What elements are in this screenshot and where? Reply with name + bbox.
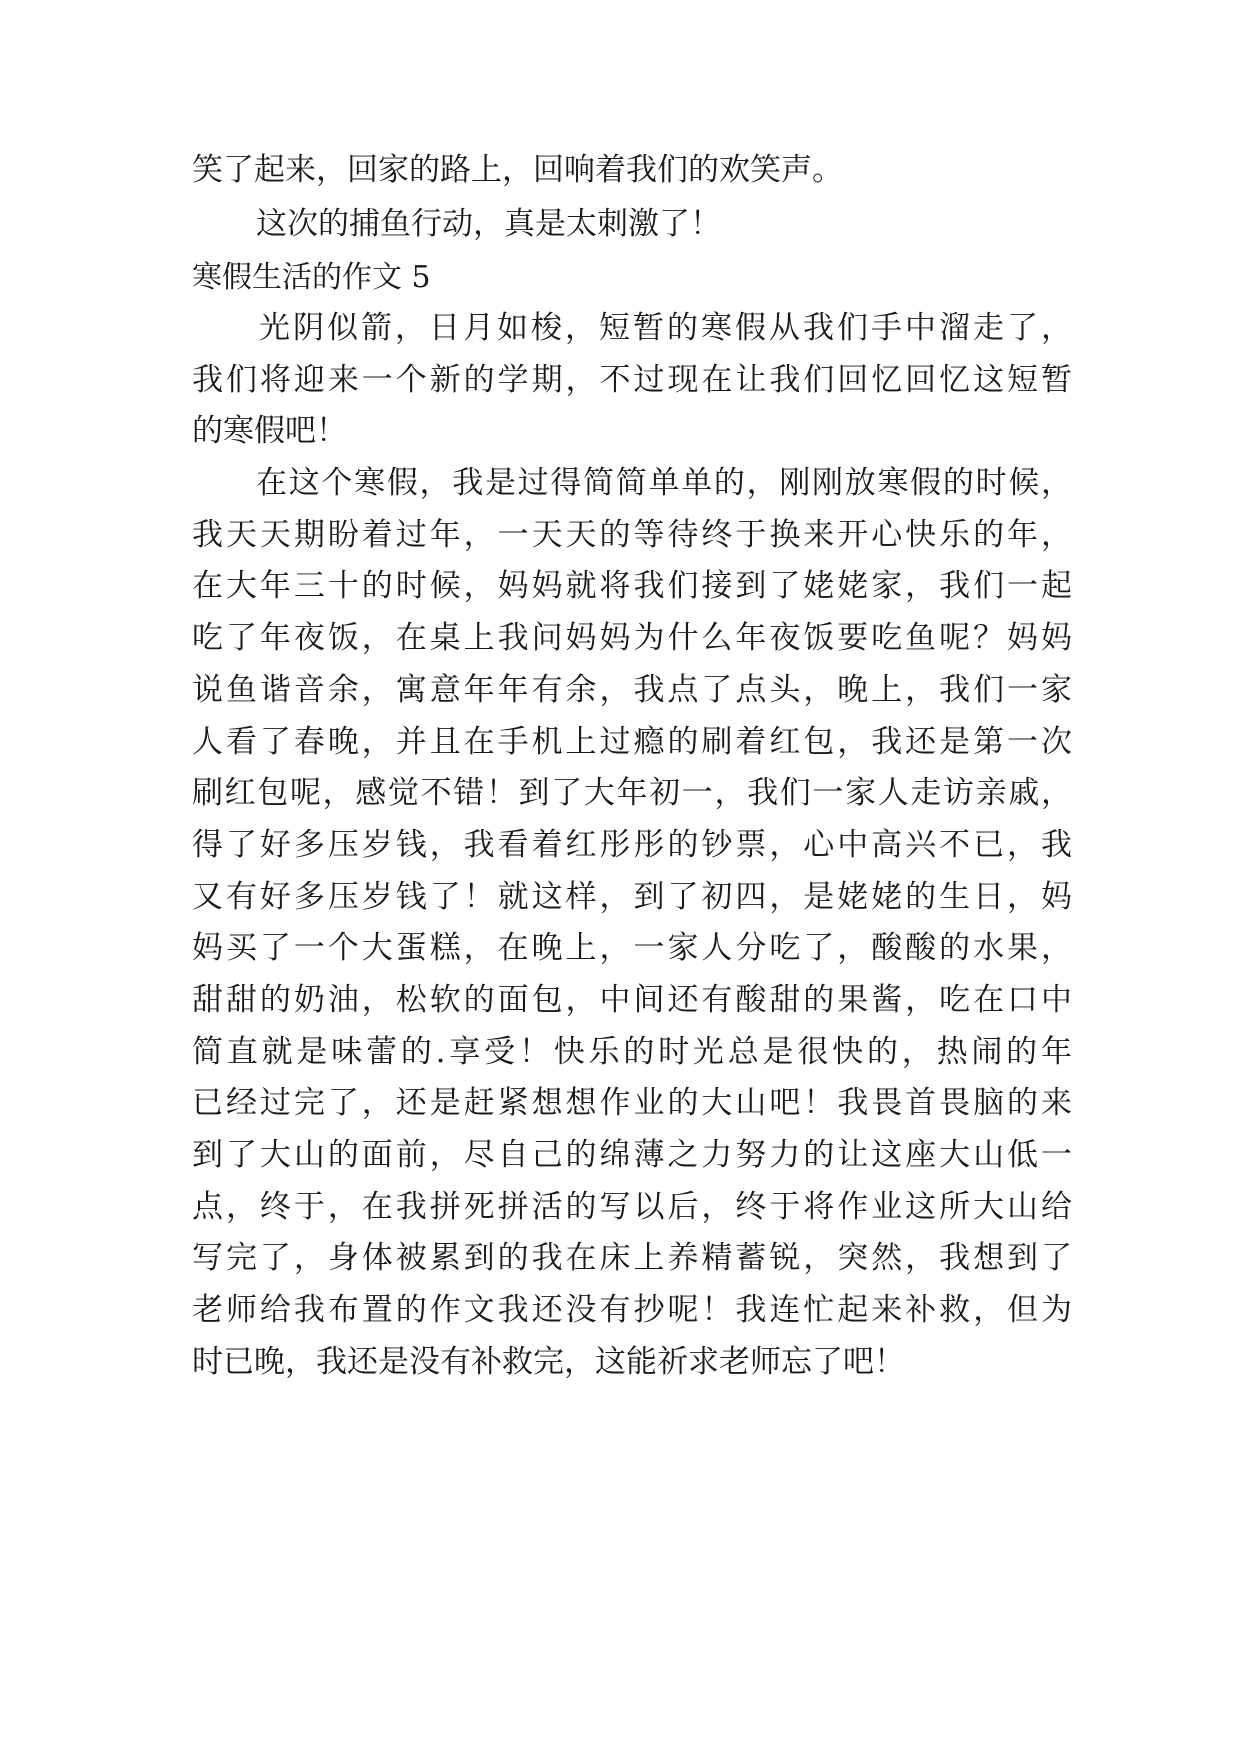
text-line: 这次的捕鱼行动，真是太刺激了！ <box>256 206 721 242</box>
paragraph-line: 光阴似箭，日月如梭，短暂的寒假从我们手中溜走了， <box>259 310 1072 346</box>
section-title: 寒假生活的作文 5 <box>192 260 431 295</box>
paragraph-line: 我天天期盼着过年，一天天的等待终于换来开心快乐的年， <box>192 517 1072 553</box>
text-line: 笑了起来，回家的路上，回响着我们的欢笑声。 <box>192 152 843 188</box>
paragraph-line: 说鱼谐音余，寓意年年有余，我点了点头，晚上，我们一家 <box>192 672 1072 708</box>
paragraph-line: 甜甜的奶油，松软的面包，中间还有酸甜的果酱，吃在口中 <box>192 982 1072 1018</box>
paragraph-line: 点，终于，在我拼死拼活的写以后，终于将作业这所大山给 <box>192 1189 1072 1225</box>
paragraph-line: 我们将迎来一个新的学期，不过现在让我们回忆回忆这短暂 <box>192 362 1072 398</box>
paragraph-line: 在大年三十的时候，妈妈就将我们接到了姥姥家，我们一起 <box>192 568 1072 604</box>
paragraph-line: 到了大山的面前，尽自己的绵薄之力努力的让这座大山低一 <box>192 1137 1072 1173</box>
paragraph-line: 写完了，身体被累到的我在床上养精蓄锐，突然，我想到了 <box>192 1240 1072 1276</box>
paragraph-line: 人看了春晚，并且在手机上过瘾的刷着红包，我还是第一次 <box>192 724 1072 760</box>
paragraph-line: 老师给我布置的作文我还没有抄呢！我连忙起来补救，但为 <box>192 1292 1072 1328</box>
paragraph-line: 简直就是味蕾的.享受！快乐的时光总是很快的，热闹的年 <box>192 1034 1072 1070</box>
paragraph-line: 吃了年夜饭，在桌上我问妈妈为什么年夜饭要吃鱼呢？妈妈 <box>192 620 1072 656</box>
paragraph-line: 得了好多压岁钱，我看着红彤彤的钞票，心中高兴不已，我 <box>192 827 1072 863</box>
paragraph-line: 刷红包呢，感觉不错！到了大年初一，我们一家人走访亲戚， <box>192 775 1072 811</box>
paragraph-line: 妈买了一个大蛋糕，在晚上，一家人分吃了，酸酸的水果， <box>192 930 1072 966</box>
paragraph-line: 在这个寒假，我是过得简简单单的，刚刚放寒假的时候， <box>256 465 1072 501</box>
paragraph-line: 时已晚，我还是没有补救完，这能祈求老师忘了吧！ <box>192 1344 905 1380</box>
paragraph-line: 又有好多压岁钱了！就这样，到了初四，是姥姥的生日，妈 <box>192 879 1072 915</box>
paragraph-line: 已经过完了，还是赶紧想想作业的大山吧！我畏首畏脑的来 <box>192 1085 1072 1121</box>
paragraph-line: 的寒假吧！ <box>192 413 347 449</box>
